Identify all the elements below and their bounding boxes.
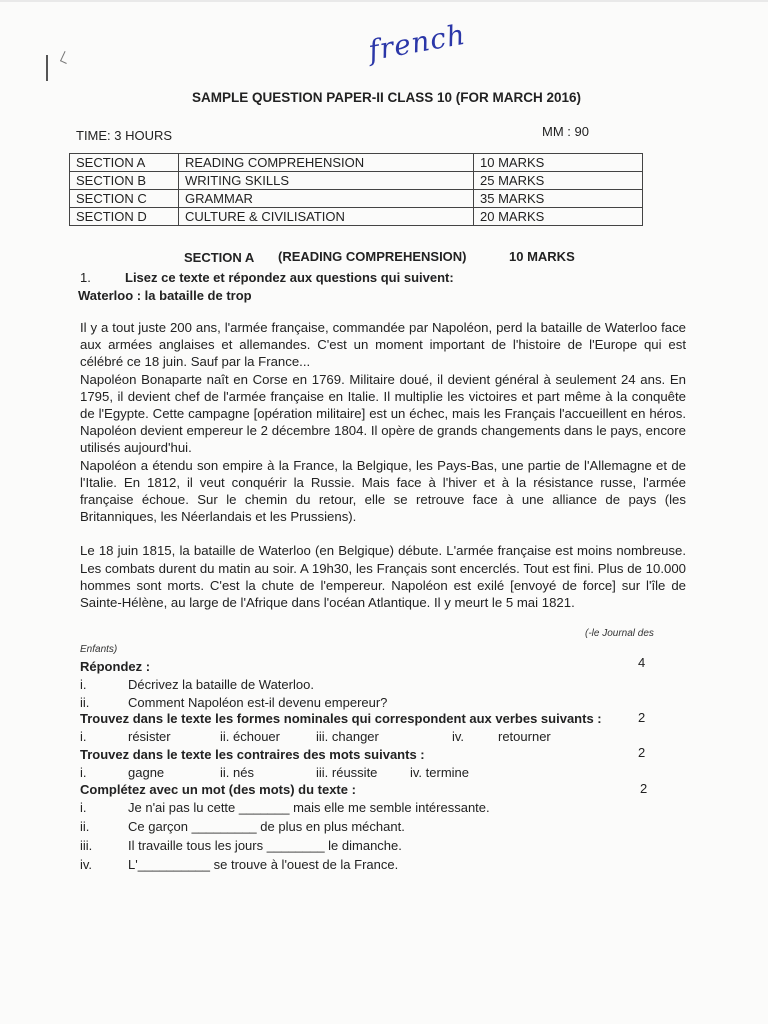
sections-table	[69, 153, 643, 226]
item-text: Décrivez la bataille de Waterloo.	[128, 677, 314, 692]
q1-title: Répondez :	[80, 659, 151, 674]
section-cell: SECTION C	[70, 190, 179, 208]
item-number: ii.	[80, 819, 90, 834]
max-marks-label: MM : 90	[542, 124, 589, 139]
q4-title: Complétez avec un mot (des mots) du texte :	[80, 782, 356, 797]
section-heading: SECTION A	[184, 250, 255, 265]
section-name-cell: GRAMMAR	[179, 190, 474, 208]
q2-title: Trouvez dans le texte les formes nominales qui correspondent aux verbes suivants :	[80, 711, 602, 726]
table-row	[70, 208, 643, 226]
list-item	[80, 765, 680, 783]
item-text: Comment Napoléon est-il devenu empereur?	[128, 695, 388, 710]
item-text: iv. termine	[410, 765, 469, 780]
section-heading-sub: (READING COMPREHENSION)	[278, 249, 467, 264]
item-text: résister	[128, 729, 171, 744]
item-number: i.	[80, 765, 87, 780]
section-cell: SECTION A	[70, 154, 179, 172]
list-item	[80, 838, 680, 856]
list-item	[80, 800, 680, 818]
scan-border	[0, 0, 768, 2]
pen-tick	[60, 51, 71, 64]
paragraph: Napoléon Bonaparte naît en Corse en 1769. Militaire doué, il devient général à seulement 24 ans. En 1795, il devient chef de l'armée française en Italie. Il multiplie les victoires et part même à la conquête de l'Egypte. Cette campagne [opération militaire] est un échec, mais les Français l'accueillent en héros. Napoléon devient empereur le 2 décembre 1804. Il opère de grands changements dans le pays, encore utilisés aujourd'hui.	[80, 371, 686, 456]
item-text: iii. réussite	[316, 765, 378, 780]
citation-cont: Enfants)	[80, 644, 118, 655]
item-text: retourner	[498, 729, 551, 744]
paragraph: Le 18 juin 1815, la bataille de Waterloo (en Belgique) débute. L'armée française est moins nombreuse. Les combats durent du matin au soir. A 19h30, les Français sont encerclés. Tout est fini. Plus de 10.000 hommes sont morts. C'est la chute de l'empereur. Napoléon est exilé [envoyé de force] sur l'île de Sainte-Hélène, au large de l'Afrique dans l'océan Atlantique. Il y meurt le 5 mai 1821.	[80, 543, 686, 611]
paragraph: Il y a tout juste 200 ans, l'armée française, commandée par Napoléon, perd la bataille de Waterloo face aux armées anglaises et allemandes. C'est un moment important de l'histoire de l'Europe qui est célébré ce 18 juin. Sauf par la France...	[80, 320, 686, 370]
q4-marks: 2	[640, 781, 648, 796]
q3-title: Trouvez dans le texte les contraires des mots suivants :	[80, 747, 425, 762]
item-number: i.	[80, 729, 87, 744]
section-marks-cell: 10 MARKS	[474, 154, 643, 172]
item-text: Ce garçon _________ de plus en plus méchant.	[128, 819, 405, 834]
item-text: iii. changer	[316, 729, 379, 744]
section-name-cell: CULTURE & CIVILISATION	[179, 208, 474, 226]
section-cell: SECTION B	[70, 172, 179, 190]
text-title: Waterloo : la bataille de trop	[78, 288, 252, 303]
item-number: iv.	[452, 729, 465, 744]
list-item	[80, 729, 680, 747]
question-number: 1.	[80, 270, 91, 285]
q3-marks: 2	[638, 745, 646, 760]
section-marks-cell: 25 MARKS	[474, 172, 643, 190]
time-label: TIME: 3 HOURS	[76, 128, 173, 143]
section-name-cell: WRITING SKILLS	[179, 172, 474, 190]
list-item	[80, 819, 680, 837]
table-row	[70, 190, 643, 208]
table-row	[70, 172, 643, 190]
q2-marks: 2	[638, 710, 646, 725]
item-number: iv.	[80, 857, 93, 872]
section-cell: SECTION D	[70, 208, 179, 226]
section-marks-cell: 35 MARKS	[474, 190, 643, 208]
item-text: ii. nés	[220, 765, 254, 780]
item-number: iii.	[80, 838, 93, 853]
table-row	[70, 154, 643, 172]
item-text: Il travaille tous les jours ________ le dimanche.	[128, 838, 402, 853]
section-name-cell: READING COMPREHENSION	[179, 154, 474, 172]
citation: (-le Journal des	[585, 628, 654, 639]
item-text: Je n'ai pas lu cette _______ mais elle me semble intéressante.	[128, 800, 490, 815]
item-number: ii.	[80, 695, 90, 710]
item-number: i.	[80, 677, 87, 692]
item-text: gagne	[128, 765, 165, 780]
handwritten-note: french	[365, 17, 469, 68]
instruction: Lisez ce texte et répondez aux questions qui suivent:	[125, 270, 454, 285]
pen-mark	[46, 55, 48, 81]
item-text: ii. échouer	[220, 729, 280, 744]
paragraph: Napoléon a étendu son empire à la France, la Belgique, les Pays-Bas, une partie de l'Allemagne et de l'Italie. En 1812, il veut conquérir la Russie. Mais face à l'hiver et à la résistance russe, l'armée française échoue. Sur le chemin du retour, elle se retrouve face à une alliance de pays (les Britanniques, les Néerlandais et les Prussiens).	[80, 457, 686, 525]
list-item	[80, 857, 680, 875]
item-text: L'__________ se trouve à l'ouest de la France.	[128, 857, 399, 872]
section-marks-cell: 20 MARKS	[474, 208, 643, 226]
section-heading-marks: 10 MARKS	[509, 249, 575, 264]
q1-marks: 4	[638, 655, 646, 670]
reading-text	[80, 319, 686, 611]
page-title: SAMPLE QUESTION PAPER-II CLASS 10 (FOR MARCH 2016)	[192, 90, 582, 105]
item-number: i.	[80, 800, 87, 815]
list-item	[80, 677, 680, 695]
